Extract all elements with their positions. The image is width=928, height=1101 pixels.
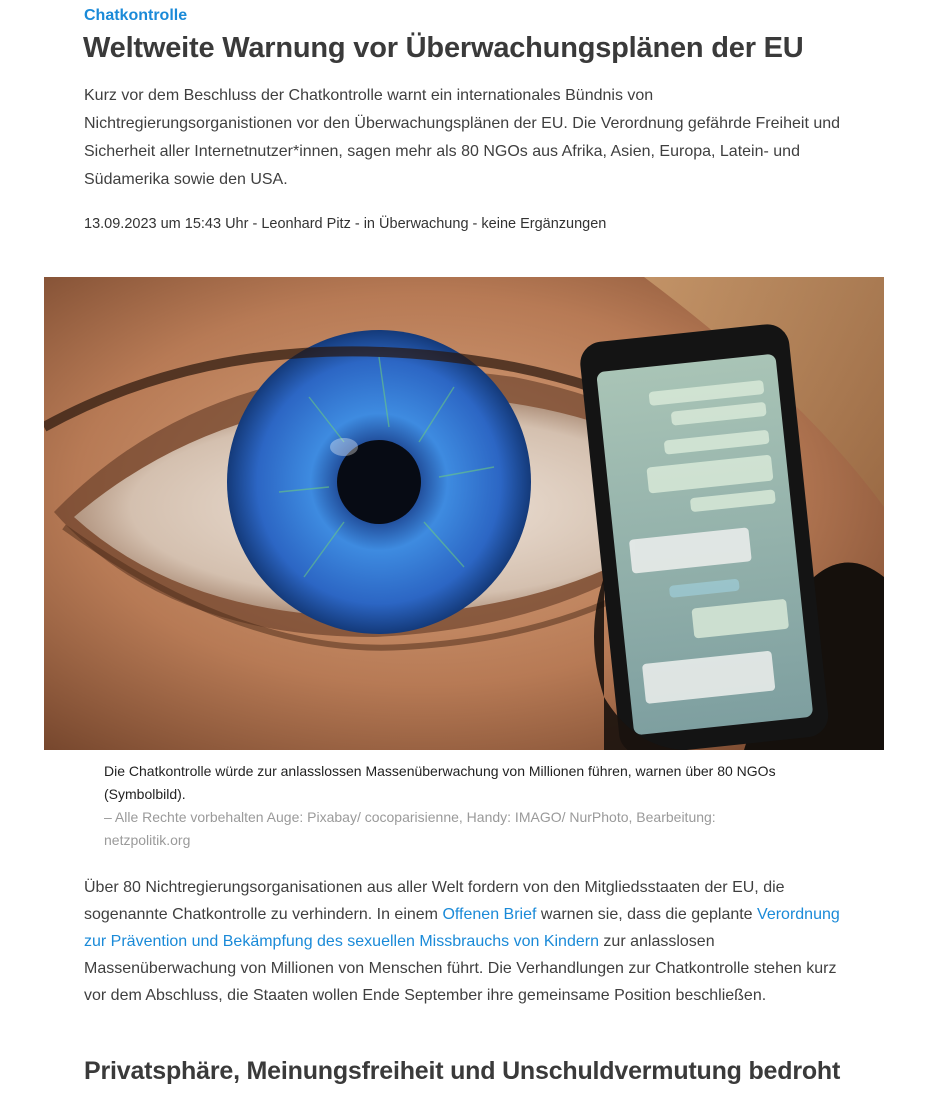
- meta-separator: - in: [350, 216, 380, 232]
- image-caption: [104, 760, 804, 852]
- article-title: Weltweite Warnung vor Überwachungsplänen der EU: [83, 32, 804, 64]
- author-link[interactable]: Leonhard Pitz: [261, 216, 351, 232]
- category-link[interactable]: Überwachung: [379, 216, 469, 232]
- body-text-segment: zur anlasslosen Massenüberwachung von Millionen von Menschen führt. Die Verhandlungen zur Chatkontrolle stehen kurz vor dem Abschluss, die Staaten wollen Ende September ihre gemeinsame Position beschließen.: [84, 933, 837, 1004]
- kicker-link[interactable]: Chatkontrolle: [84, 7, 188, 24]
- article-meta: [84, 214, 606, 234]
- article-lead: Kurz vor dem Beschluss der Chatkontrolle warnt ein internationales Bündnis von Nichtregierungsorganistionen vor den Überwachungsplänen der EU. Die Verordnung gefährde Freiheit und Sicherheit aller Internetnutzer*innen, sagen mehr als 80 NGOs aus Afrika, Asien, Europa, Latein- und Südamerika sowie den USA.: [84, 87, 841, 188]
- regulation-link[interactable]: Verordnung zur Prävention und Bekämpfung des sexuellen Missbrauchs von Kindern: [84, 906, 840, 950]
- meta-separator: -: [248, 216, 262, 232]
- section-heading: Privatsphäre, Meinungsfreiheit und Unschuldvermutung bedroht: [84, 1057, 841, 1085]
- publish-date: 13.09.2023 um 15:43 Uhr: [84, 216, 249, 232]
- body-text-segment: Über 80 Nichtregierungsorganisationen aus aller Welt fordern von den Mitgliedsstaaten der EU, die sogenannte Chatkontrolle zu verhindern. In einem: [84, 879, 785, 923]
- meta-separator: -: [468, 216, 482, 232]
- comments-link[interactable]: keine Ergänzungen: [481, 216, 607, 232]
- image-credit: – Alle Rechte vorbehalten Auge: Pixabay/ cocoparisienne, Handy: IMAGO/ NurPhoto, Bearbeitung: netzpolitik.org: [104, 809, 716, 848]
- caption-text: Die Chatkontrolle würde zur anlasslossen Massenüberwachung von Millionen führen, warnen über 80 NGOs (Symbolbild).: [104, 763, 776, 802]
- hero-image: [44, 277, 884, 750]
- open-letter-link[interactable]: Offenen Brief: [442, 906, 537, 923]
- body-paragraph: [84, 874, 854, 1009]
- body-text-segment: warnen sie, dass die geplante: [536, 906, 758, 923]
